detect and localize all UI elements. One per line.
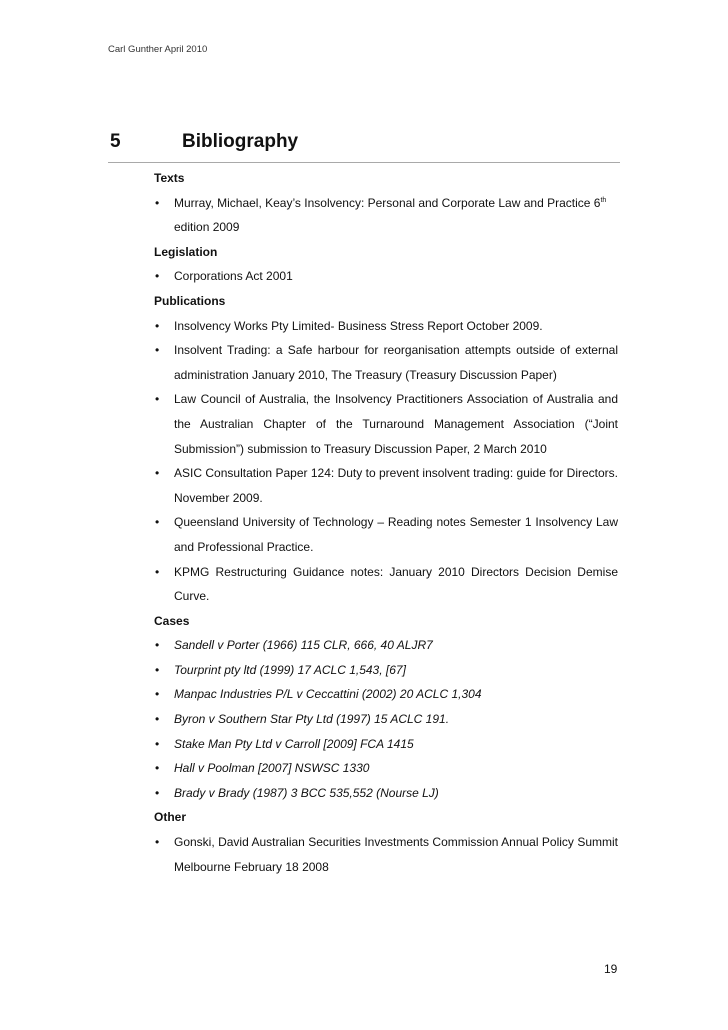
list-item	[154, 191, 618, 240]
bullet-icon: •	[155, 687, 160, 702]
superscript: th	[600, 196, 607, 204]
section-title: Bibliography	[182, 131, 299, 152]
bullet-icon: •	[155, 638, 160, 653]
bullet-icon: •	[155, 736, 160, 751]
list-item	[154, 560, 618, 609]
bullet-icon: •	[155, 515, 160, 530]
group-label-publications: Publications	[154, 293, 226, 308]
list-item-text: Queensland University of Technology – Reading notes Semester 1 Insolvency Law and Professional Practice.	[174, 515, 618, 554]
list-item-text	[174, 196, 606, 235]
list-item-text: ASIC Consultation Paper 124: Duty to prevent insolvent trading: guide for Directors. November 2009.	[174, 466, 618, 505]
list-item-text: Insolvent Trading: a Safe harbour for reorganisation attempts outside of external administration January 2010, The Treasury (Treasury Discussion Paper)	[174, 343, 618, 382]
list-item	[154, 756, 618, 781]
list-item	[154, 264, 618, 289]
list-item-text: Byron v Southern Star Pty Ltd (1997) 15 ACLC 191.	[174, 712, 450, 727]
section-number: 5	[110, 131, 121, 152]
group-label-cases: Cases	[154, 613, 190, 628]
list-item-text: Brady v Brady (1987) 3 BCC 535,552 (Nourse LJ)	[174, 785, 439, 800]
bullet-icon: •	[155, 835, 160, 850]
bullet-icon: •	[155, 195, 160, 210]
bullet-icon: •	[155, 712, 160, 727]
group-label-texts: Texts	[154, 171, 185, 185]
list-item-text: Corporations Act 2001	[174, 269, 293, 284]
running-header: Carl Gunther April 2010	[108, 44, 208, 55]
list-item	[154, 781, 618, 806]
list-item	[154, 707, 618, 732]
list-item	[154, 338, 618, 387]
list-item	[154, 633, 618, 658]
bullet-icon: •	[155, 761, 160, 776]
publications-list	[154, 314, 618, 609]
bullet-icon: •	[155, 662, 160, 677]
list-item	[154, 658, 618, 683]
list-item-text: KPMG Restructuring Guidance notes: January 2010 Directors Decision Demise Curve.	[174, 564, 618, 604]
list-item-text: Law Council of Australia, the Insolvency Practitioners Association of Australia and the Australian Chapter of the Turnaround Management Association (“Joint Submission”) submission to Treasury Discussion Paper, 2 March 2010	[174, 392, 618, 456]
page-number: 19	[604, 962, 618, 976]
list-item	[154, 732, 618, 757]
list-item-text: Hall v Poolman [2007] NSWSC 1330	[174, 761, 370, 776]
list-item	[154, 461, 618, 510]
bullet-icon: •	[155, 466, 160, 481]
group-label-other: Other	[154, 810, 187, 825]
text-main: Murray, Michael, Keay’s Insolvency: Personal and Corporate Law and Practice 6	[174, 195, 601, 210]
bullet-icon: •	[155, 785, 160, 800]
list-item-text: Gonski, David Australian Securities Investments Commission Annual Policy Summit Melbourne February 18 2008	[174, 835, 618, 874]
cases-list	[154, 633, 618, 805]
list-item-text: Tourprint pty ltd (1999) 17 ACLC 1,543, [67]	[174, 662, 406, 677]
group-label-legislation: Legislation	[154, 244, 218, 259]
bibliography-content	[154, 166, 618, 879]
bullet-icon: •	[155, 564, 160, 579]
legislation-list	[154, 264, 618, 289]
text-tail: edition 2009	[174, 220, 240, 235]
list-item	[154, 387, 618, 461]
list-item-text: Manpac Industries P/L v Ceccattini (2002) 20 ACLC 1,304	[174, 687, 482, 702]
list-item	[154, 314, 618, 339]
list-item-text: Sandell v Porter (1966) 115 CLR, 666, 40 ALJR7	[174, 638, 433, 653]
list-item-text: Stake Man Pty Ltd v Carroll [2009] FCA 1415	[174, 736, 414, 751]
list-item-text: Insolvency Works Pty Limited- Business Stress Report October 2009.	[174, 318, 543, 333]
bullet-icon: •	[155, 269, 160, 284]
list-item	[154, 510, 618, 559]
other-list	[154, 830, 618, 879]
list-item	[154, 682, 618, 707]
section-heading	[108, 128, 620, 163]
bullet-icon: •	[155, 318, 160, 333]
texts-list	[154, 191, 618, 240]
bullet-icon: •	[155, 392, 160, 407]
bullet-icon: •	[155, 343, 160, 358]
list-item	[154, 830, 618, 879]
